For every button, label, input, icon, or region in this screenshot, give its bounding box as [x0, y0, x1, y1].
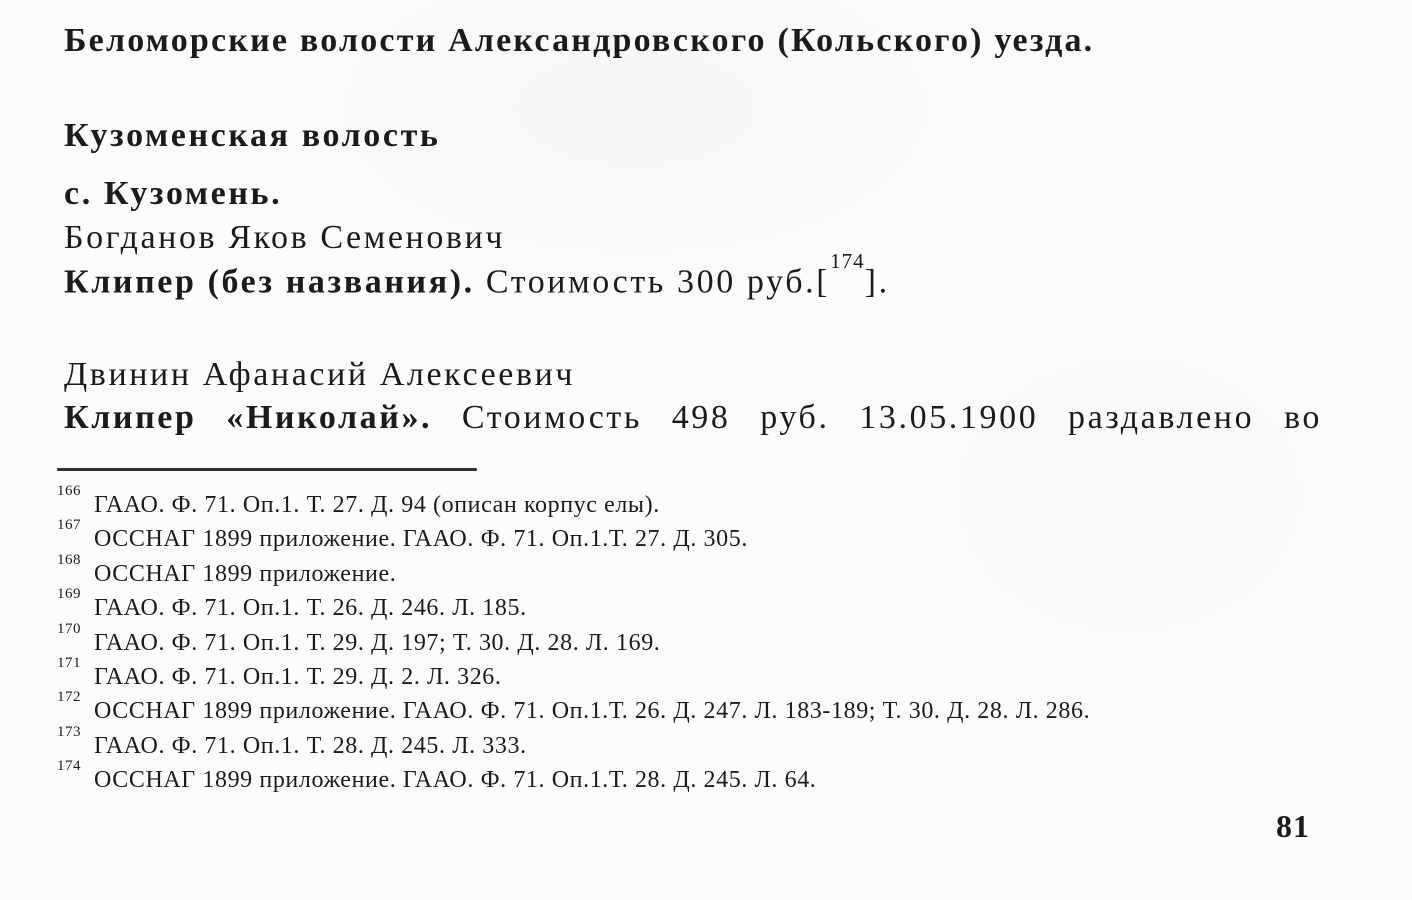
footnote: [57, 757, 1090, 794]
footnote-text: ОССНАГ 1899 приложение. ГААО. Ф. 71. Оп.1.Т. 28. Д. 245. Л. 64.: [94, 767, 817, 794]
vessel-cost: Стоимость 300 руб.[: [485, 263, 831, 301]
footnotes-block: [57, 482, 1090, 792]
entry-owner-name: Богданов Яков Семенович: [64, 219, 506, 256]
vessel-name: Клипер (без названия).: [64, 263, 475, 301]
footnote: [57, 516, 1090, 553]
footnote-number: 169: [57, 586, 81, 603]
footnote-number: 173: [57, 723, 81, 740]
page-number: 81: [1276, 808, 1310, 844]
footnote-reference: 174: [830, 249, 865, 273]
village-heading: с. Кузомень.: [64, 175, 283, 212]
footnote: [57, 654, 1090, 688]
footnote-number: 168: [57, 551, 81, 568]
footnote: [57, 585, 1090, 622]
footnote: [57, 620, 1090, 654]
footnote: [57, 723, 1090, 757]
vessel-name: Клипер «Николай».: [64, 399, 433, 436]
footnote-number: 167: [57, 517, 81, 534]
document-title: Беломорские волости Александровского (Кольского) уезда.: [64, 22, 1095, 59]
footnote-text: ОССНАГ 1899 приложение. ГААО. Ф. 71. Оп.1.Т. 26. Д. 247. Л. 183-189; Т. 30. Д. 28. Л. 286.: [94, 698, 1091, 725]
footnote-number: 172: [57, 689, 81, 706]
vessel-cost-suffix: ].: [864, 263, 890, 301]
footnote-separator-rule: [57, 468, 477, 471]
entry-owner-name: Двинин Афанасий Алексеевич: [64, 356, 576, 393]
footnote-text: ГААО. Ф. 71. Оп.1. Т. 26. Д. 246. Л. 185.: [94, 595, 527, 622]
footnote-text: ГААО. Ф. 71. Оп.1. Т. 27. Д. 94 (описан корпус елы).: [94, 492, 660, 518]
footnote: [57, 551, 1090, 585]
footnote-text: ГААО. Ф. 71. Оп.1. Т. 28. Д. 245. Л. 333.: [94, 732, 527, 759]
footnote-number: 171: [57, 654, 81, 671]
footnote: [57, 688, 1091, 725]
footnote-number: 170: [57, 620, 81, 637]
footnote-text: ГААО. Ф. 71. Оп.1. Т. 29. Д. 197; Т. 30. Д. 28. Л. 169.: [94, 629, 661, 656]
footnote-number: 174: [57, 758, 81, 775]
footnote-text: ОССНАГ 1899 приложение. ГААО. Ф. 71. Оп.1.Т. 27. Д. 305.: [94, 526, 748, 553]
footnote-number: 166: [57, 483, 81, 499]
volost-heading: Кузоменская волость: [64, 117, 441, 154]
footnote: [57, 482, 1090, 516]
footnote-text: ОССНАГ 1899 приложение.: [94, 560, 397, 587]
entry-vessel-line: [64, 399, 1322, 437]
entry-vessel-line: [64, 249, 890, 301]
footnote-text: ГААО. Ф. 71. Оп.1. Т. 29. Д. 2. Л. 326.: [94, 663, 502, 690]
vessel-cost: Стоимость 498 руб. 13.05.1900 раздавлено во: [461, 399, 1322, 436]
